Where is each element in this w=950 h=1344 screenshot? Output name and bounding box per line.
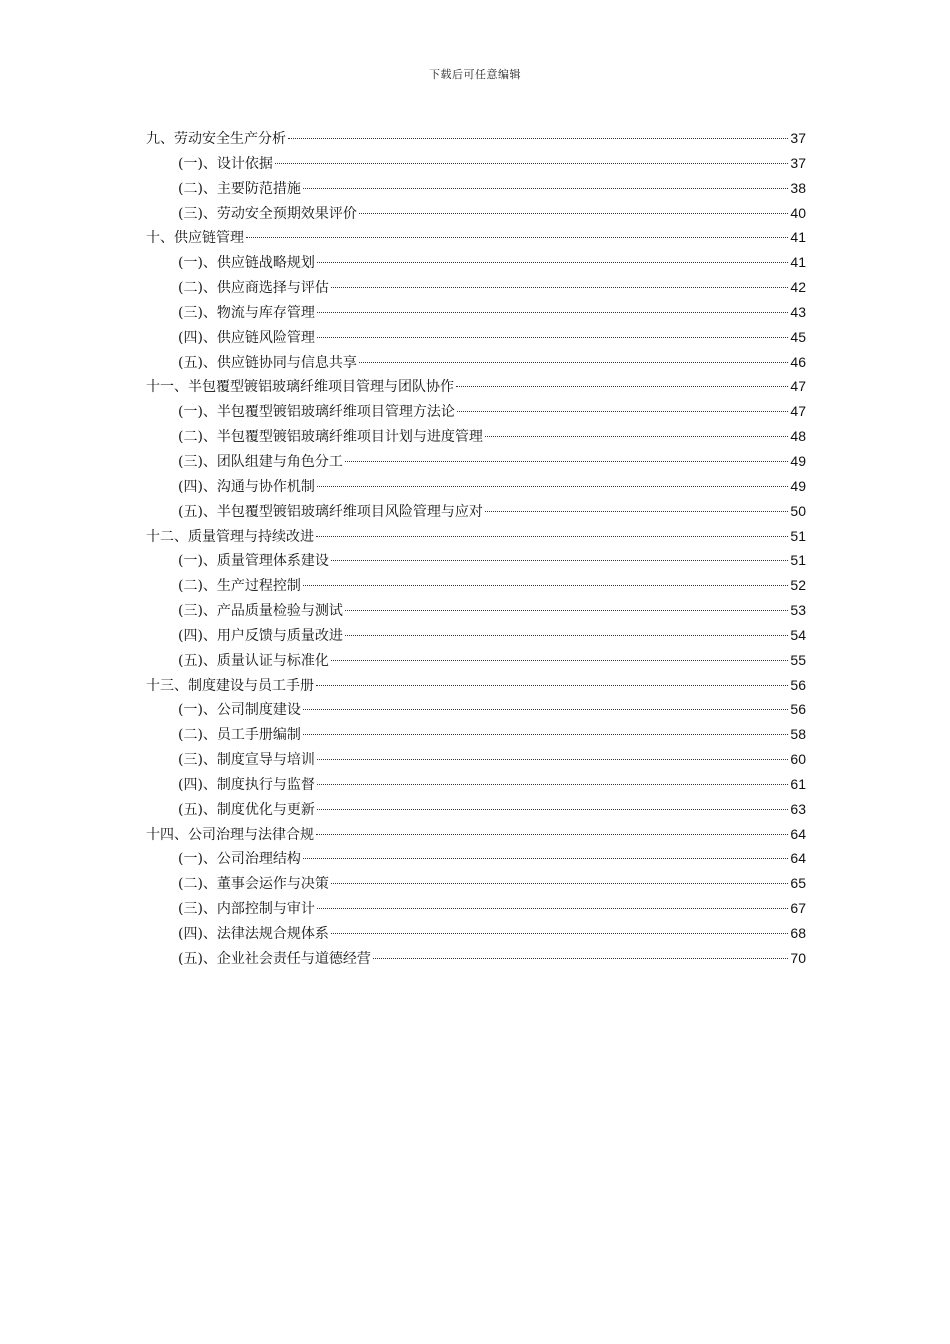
toc-entry-page-number: 64 [790,850,806,867]
toc-section-entry[interactable] [146,250,806,275]
toc-dot-leader [359,213,788,214]
toc-entry-title: 十一、半包覆型镀铝玻璃纤维项目管理与团队协作 [146,379,454,396]
toc-section-entry[interactable] [146,201,806,226]
toc-entry-title: 十、供应链管理 [146,230,244,247]
toc-dot-leader [331,560,788,561]
toc-dot-leader [316,685,788,686]
toc-dot-leader [317,809,788,810]
toc-entry-title: (三)、团队组建与角色分工 [178,453,343,470]
toc-section-entry[interactable] [146,176,806,201]
toc-entry-title: (四)、制度执行与监督 [178,776,315,793]
toc-section-entry[interactable] [146,772,806,797]
toc-entry-title: (三)、制度宣导与培训 [178,752,315,769]
toc-dot-leader [345,610,788,611]
toc-chapter-entry[interactable] [146,822,806,847]
toc-entry-title: (一)、公司制度建设 [178,702,301,719]
toc-entry-title: (一)、设计依据 [178,155,273,172]
toc-entry-title: (二)、主要防范措施 [178,180,301,197]
toc-dot-leader [485,436,788,437]
toc-entry-title: (一)、公司治理结构 [178,851,301,868]
toc-dot-leader [275,163,788,164]
toc-dot-leader [288,138,788,139]
toc-entry-title: (一)、质量管理体系建设 [178,553,329,570]
toc-entry-page-number: 68 [790,925,806,941]
toc-entry-page-number: 61 [790,775,806,792]
toc-section-entry[interactable] [146,449,806,474]
toc-section-entry[interactable] [146,697,806,722]
toc-dot-leader [373,958,788,959]
toc-dot-leader [303,188,788,189]
toc-dot-leader [316,536,788,537]
toc-dot-leader [317,486,788,487]
toc-section-entry[interactable] [146,499,806,524]
toc-dot-leader [246,237,788,238]
toc-dot-leader [359,362,788,363]
toc-entry-title: (三)、物流与库存管理 [178,304,315,321]
toc-chapter-entry[interactable] [146,126,806,151]
toc-entry-page-number: 56 [790,676,806,693]
toc-dot-leader [303,585,788,586]
toc-dot-leader [317,312,788,313]
toc-section-entry[interactable] [146,921,806,946]
toc-dot-leader [303,709,788,710]
toc-entry-page-number: 45 [790,328,806,345]
toc-section-entry[interactable] [146,747,806,772]
toc-entry-page-number: 58 [790,726,806,743]
toc-entry-title: (二)、员工手册编制 [178,727,301,744]
toc-entry-page-number: 70 [790,949,806,966]
toc-section-entry[interactable] [146,896,806,921]
table-of-contents [146,126,806,971]
toc-section-entry[interactable] [146,325,806,350]
toc-dot-leader [317,337,788,338]
toc-dot-leader [317,262,788,263]
toc-entry-title: (二)、董事会运作与决策 [178,876,329,893]
toc-section-entry[interactable] [146,573,806,598]
toc-section-entry[interactable] [146,424,806,449]
toc-chapter-entry[interactable] [146,225,806,250]
page-header: 下载后可任意编辑 [429,68,521,81]
toc-entry-page-number: 40 [790,204,806,221]
toc-entry-page-number: 41 [790,254,806,271]
toc-section-entry[interactable] [146,623,806,648]
toc-entry-page-number: 51 [790,552,806,569]
toc-section-entry[interactable] [146,399,806,424]
toc-entry-page-number: 49 [790,452,806,469]
toc-entry-title: (五)、质量认证与标准化 [178,652,329,669]
toc-dot-leader [317,759,788,760]
toc-section-entry[interactable] [146,598,806,623]
toc-dot-leader [316,834,788,835]
toc-entry-title: (三)、产品质量检验与测试 [178,603,343,620]
toc-entry-page-number: 55 [790,651,806,668]
toc-entry-page-number: 48 [790,428,806,445]
toc-entry-title: (四)、供应链风险管理 [178,329,315,346]
toc-entry-title: (二)、半包覆型镀铝玻璃纤维项目计划与进度管理 [178,429,483,446]
toc-entry-page-number: 64 [790,825,806,842]
toc-entry-title: 九、劳动安全生产分析 [146,131,286,147]
toc-dot-leader [331,933,788,934]
toc-section-entry[interactable] [146,722,806,747]
toc-entry-page-number: 42 [790,279,806,296]
toc-section-entry[interactable] [146,846,806,871]
toc-dot-leader [317,784,788,785]
toc-dot-leader [331,660,788,661]
toc-dot-leader [303,858,788,859]
toc-section-entry[interactable] [146,275,806,300]
toc-dot-leader [345,461,788,462]
toc-entry-page-number: 50 [790,502,806,519]
toc-entry-page-number: 65 [790,875,806,892]
toc-section-entry[interactable] [146,300,806,325]
toc-chapter-entry[interactable] [146,673,806,698]
toc-section-entry[interactable] [146,350,806,375]
toc-section-entry[interactable] [146,648,806,673]
toc-entry-page-number: 47 [790,403,806,420]
toc-section-entry[interactable] [146,548,806,573]
toc-entry-page-number: 46 [790,353,806,370]
toc-entry-title: 十四、公司治理与法律合规 [146,826,314,843]
toc-dot-leader [456,386,788,387]
toc-entry-title: (二)、供应商选择与评估 [178,280,329,297]
toc-entry-page-number: 67 [790,900,806,917]
toc-entry-title: (五)、企业社会责任与道德经营 [178,950,371,967]
toc-entry-title: 十二、质量管理与持续改进 [146,528,314,545]
toc-entry-title: (五)、供应链协同与信息共享 [178,354,357,371]
toc-chapter-entry[interactable] [146,374,806,399]
toc-dot-leader [317,908,788,909]
toc-entry-title: (四)、法律法规合规体系 [178,926,329,942]
toc-section-entry[interactable] [146,871,806,896]
toc-entry-page-number: 41 [790,229,806,246]
toc-entry-title: (五)、制度优化与更新 [178,801,315,818]
toc-entry-title: (五)、半包覆型镀铝玻璃纤维项目风险管理与应对 [178,503,483,520]
toc-entry-title: 十三、制度建设与员工手册 [146,677,314,694]
toc-section-entry[interactable] [146,946,806,971]
toc-entry-page-number: 63 [790,800,806,817]
toc-entry-title: (三)、劳动安全预期效果评价 [178,205,357,222]
toc-entry-title: (二)、生产过程控制 [178,578,301,595]
toc-entry-page-number: 60 [790,751,806,768]
toc-dot-leader [345,635,788,636]
toc-entry-title: (一)、供应链战略规划 [178,255,315,272]
toc-entry-page-number: 52 [790,577,806,594]
toc-entry-page-number: 38 [790,179,806,196]
toc-entry-page-number: 53 [790,602,806,619]
toc-section-entry[interactable] [146,474,806,499]
toc-entry-title: (三)、内部控制与审计 [178,901,315,918]
toc-entry-page-number: 49 [790,477,806,494]
toc-entry-page-number: 51 [790,527,806,544]
toc-entry-page-number: 56 [790,701,806,718]
toc-entry-page-number: 47 [790,378,806,395]
toc-dot-leader [303,734,788,735]
toc-entry-page-number: 54 [790,626,806,643]
toc-entry-title: (四)、用户反馈与质量改进 [178,627,343,644]
toc-chapter-entry[interactable] [146,524,806,549]
toc-section-entry[interactable] [146,797,806,822]
toc-dot-leader [331,287,788,288]
toc-dot-leader [457,411,788,412]
toc-entry-page-number: 37 [790,130,806,146]
toc-entry-page-number: 43 [790,303,806,320]
toc-dot-leader [331,883,788,884]
toc-entry-title: (四)、沟通与协作机制 [178,478,315,495]
toc-dot-leader [485,511,788,512]
toc-section-entry[interactable] [146,151,806,176]
toc-entry-page-number: 37 [790,154,806,171]
toc-entry-title: (一)、半包覆型镀铝玻璃纤维项目管理方法论 [178,404,455,421]
